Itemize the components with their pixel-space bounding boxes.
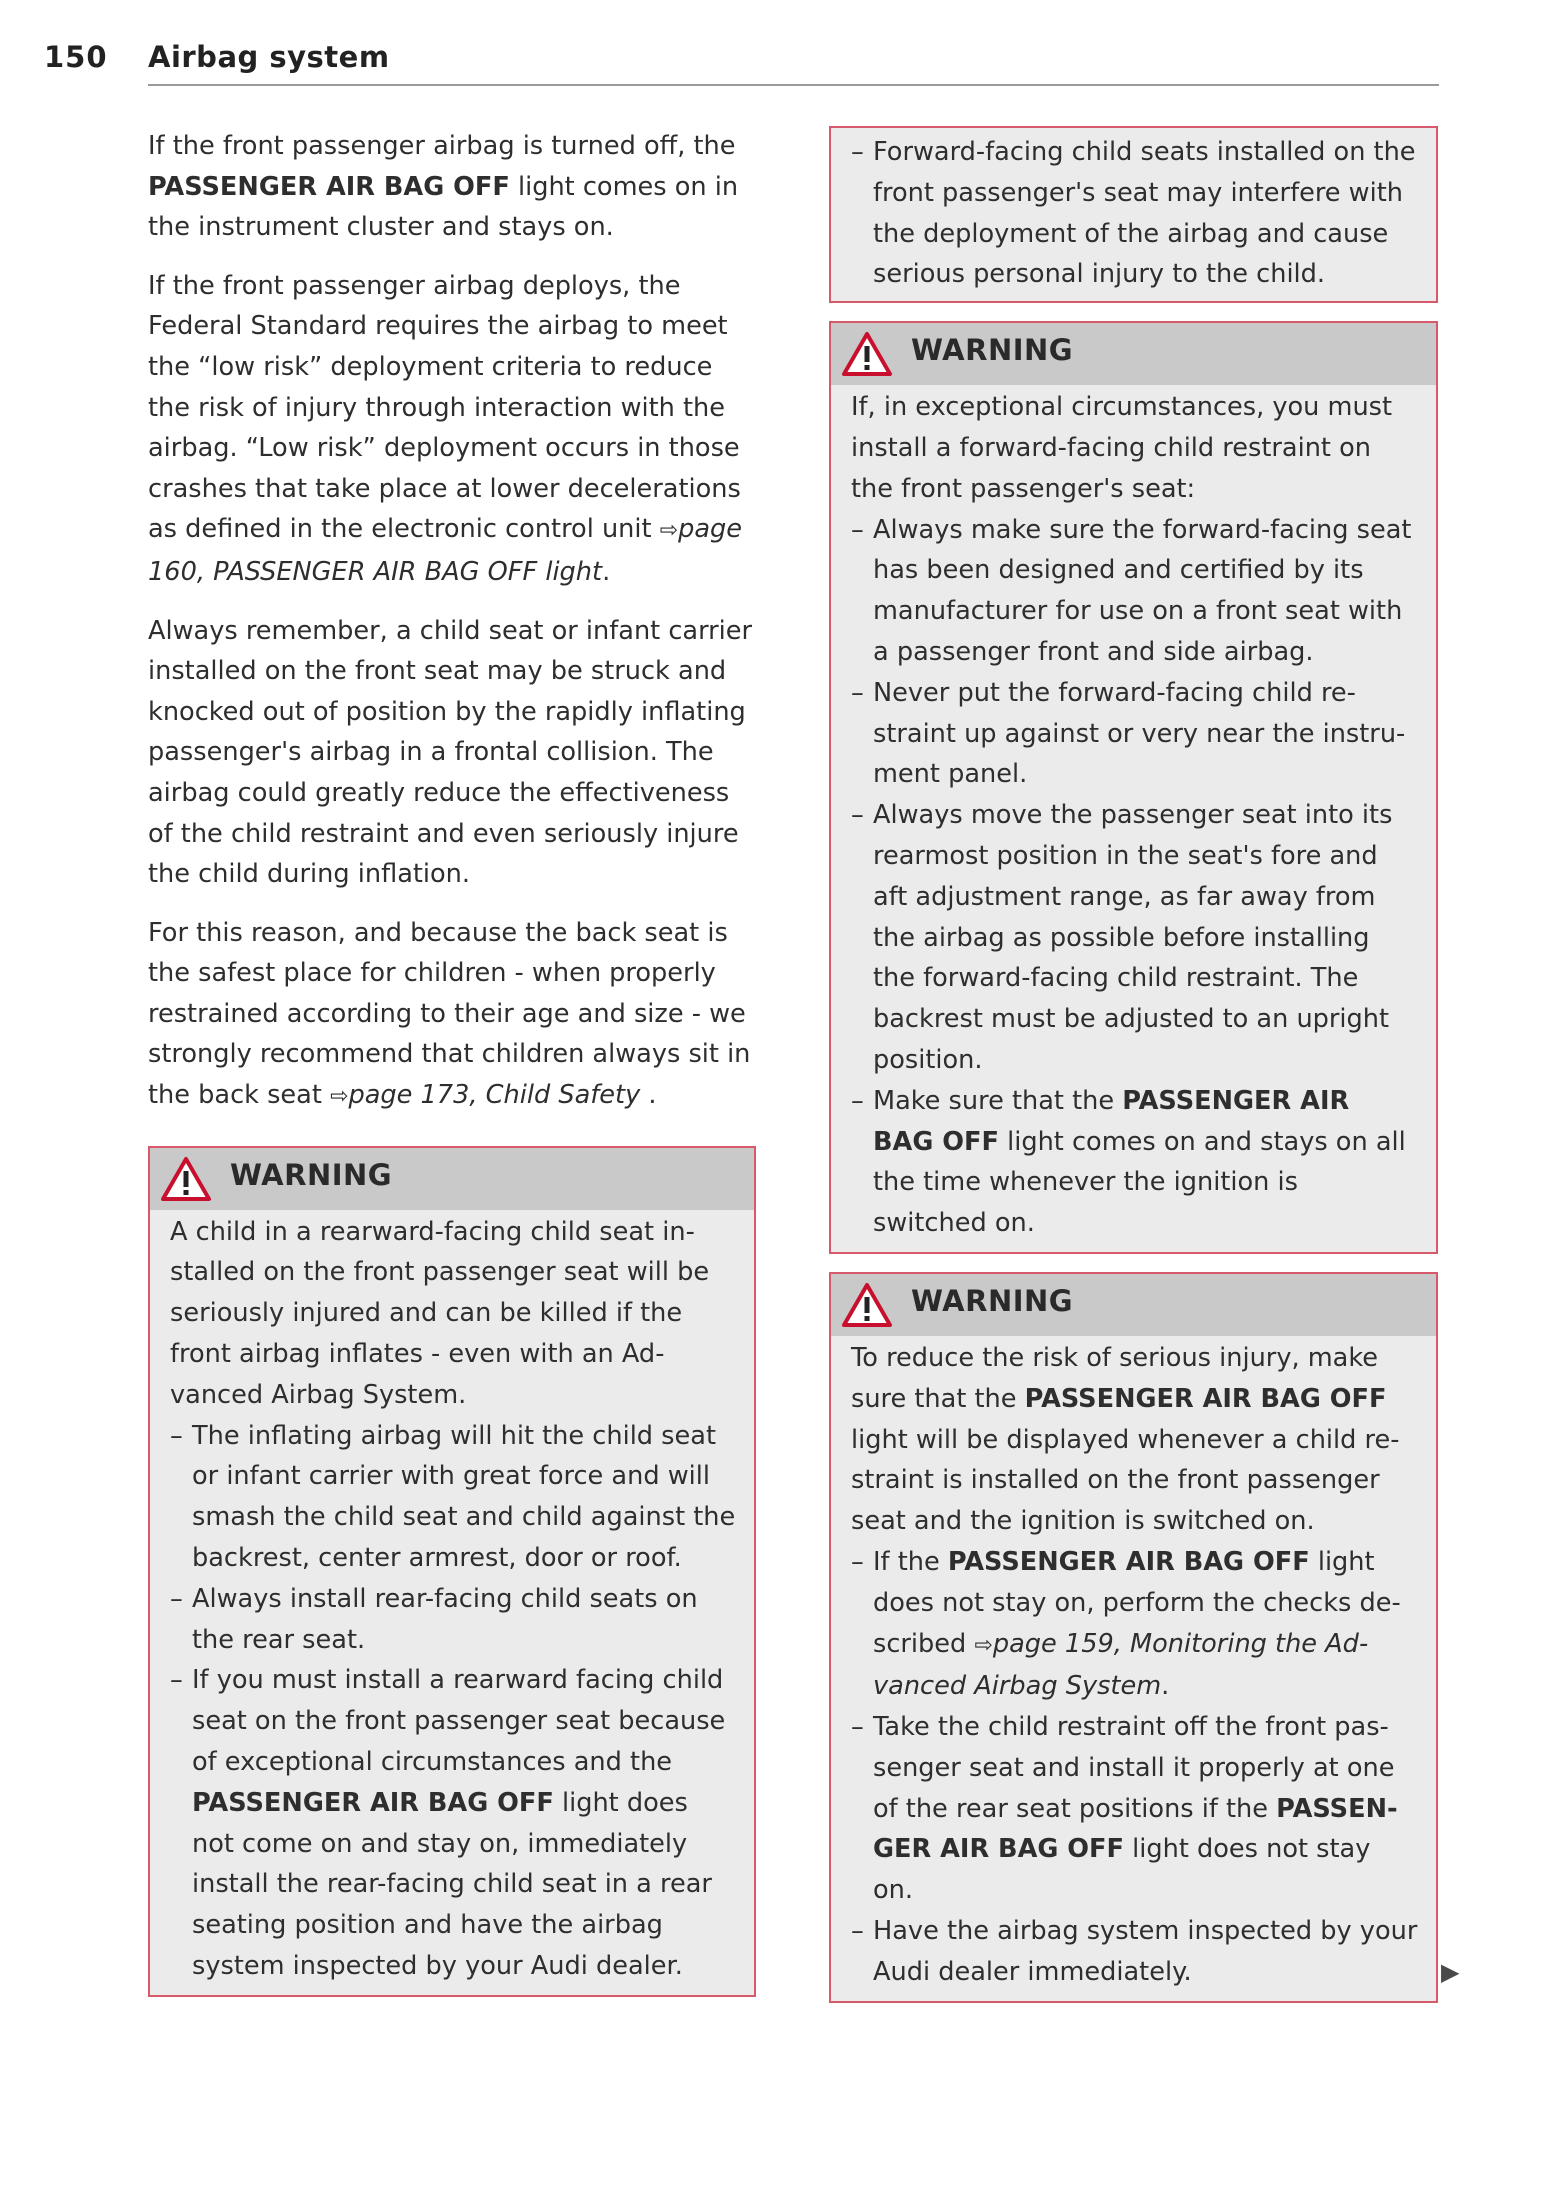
warning-list-item: – Make sure that the PASSENGER AIR BAG OFF light comes on and stays on all the time whenever the ignition is switched on. [851, 1081, 1418, 1244]
page-header [44, 40, 1439, 88]
warning-intro: To reduce the risk of serious injury, make sure that the PASSENGER AIR BAG OFF light will be displayed whenever a child restraint is installed on the front passenger seat and the ignition is switched on. [851, 1342, 1400, 1537]
warning-intro: A child in a rearward-facing child seat installed on the front passenger seat will be seriously injured and can be killed if the front airbag inflates - even with an Advanced Airbag System. [170, 1216, 710, 1410]
reference-arrow-icon: ⇨ [974, 1632, 993, 1658]
warning-header [831, 323, 1436, 385]
warning-title: WARNING [911, 333, 1074, 368]
warning-list-item: – Always make sure the forward-facing seat has been designed and certified by its manufacturer for use on a front seat with a passenger front and side airbag. [851, 510, 1418, 673]
paragraph-low-risk: If the front passenger airbag deploys, the Federal Standard requires the airbag to meet the “low risk” deployment criteria to reduce the risk of injury through interaction with the airbag. “Low risk” deployment occurs in those crashes that take place at lower decelerations as defined in the electronic control unit ⇨page 160, PASSENGER AIR BAG OFF light. [148, 270, 743, 587]
cross-reference-link[interactable]: page 160, PASSENGER AIR BAG OFF light [148, 514, 743, 587]
warning-title: WARNING [230, 1157, 393, 1192]
header-rule [148, 84, 1439, 86]
warning-triangle-icon [841, 1282, 893, 1328]
warning-list [851, 132, 1418, 295]
continue-arrow-icon[interactable]: ▶ [1441, 1958, 1460, 1986]
cross-reference-link[interactable]: page 173, Child Safety [348, 1080, 641, 1111]
warning-triangle-icon [841, 331, 893, 377]
warning-list-item: – Always install rear-facing child seats on the rear seat. [170, 1579, 736, 1661]
warning-list-item: – The inflating airbag will hit the child seat or infant carrier with great force and will smash the child seat and child against the backrest, center armrest, door or roof. [170, 1416, 736, 1579]
warning-body [831, 385, 1436, 1252]
warning-list-item: – If the PASSENGER AIR BAG OFF light does not stay on, perform the checks described ⇨page 159, Monitoring the Advanced Airbag System. [851, 1542, 1418, 1707]
warning-triangle-icon [160, 1156, 212, 1202]
right-column [829, 126, 1438, 2003]
cross-reference-link[interactable]: page 159, Monitoring the Advanced Airbag System [873, 1628, 1369, 1702]
warning-header [150, 1148, 754, 1210]
warning-list-item: – Take the child restraint off the front passenger seat and install it properly at one of the rear seat positions if the PASSENGER AIR BAG OFF light does not stay on. [851, 1707, 1418, 1911]
warning-title: WARNING [911, 1283, 1074, 1318]
warning-list [170, 1416, 736, 1987]
warning-box-forward-facing [829, 321, 1438, 1254]
warning-list-item: – Always move the passenger seat into its rearmost position in the seat's fore and aft adjustment range, as far away from the airbag as possible before installing the forward-facing child restraint. The backrest must be adjusted to an upright position. [851, 795, 1418, 1081]
paragraph-always-remember: Always remember, a child seat or infant carrier installed on the front seat may be struck and knocked out of position by the rapidly inflating passenger's airbag in a frontal collision. The airbag could greatly reduce the effectiveness of the child restraint and even seriously injure the child during inflation. [148, 615, 753, 890]
warning-body [831, 1336, 1436, 2001]
paragraph-airbag-off: If the front passenger airbag is turned off, the PASSENGER AIR BAG OFF light comes on in the instrument cluster and stays on. [148, 131, 739, 243]
paragraph-back-seat: For this reason, and because the back seat is the safest place for children - when properly restrained according to their age and size - we strongly recommend that children always sit in the back seat ⇨page 173, Child Safety . [148, 917, 751, 1111]
warning-list [851, 510, 1418, 1244]
warning-list-item: – Have the airbag system inspected by your Audi dealer immediately. [851, 1911, 1418, 1993]
warning-list [851, 1542, 1418, 1993]
warning-body [150, 1210, 754, 1995]
left-column [148, 126, 756, 1997]
warning-list-item: – Forward-facing child seats installed on the front passenger's seat may interfere with the deployment of the airbag and cause serious personal injury to the child. [851, 132, 1418, 295]
page-number: 150 [44, 40, 108, 74]
warning-intro: If, in exceptional circumstances, you must install a forward-facing child restraint on the front passenger's seat: [851, 392, 1393, 504]
warning-box-rearward [148, 1146, 756, 1997]
warning-box-airbag-off-light [829, 1272, 1438, 2003]
warning-list-item: – Never put the forward-facing child restraint up against or very near the instrument panel. [851, 673, 1418, 795]
warning-header [831, 1274, 1436, 1336]
reference-arrow-icon: ⇨ [330, 1084, 349, 1110]
reference-arrow-icon: ⇨ [659, 518, 679, 544]
warning-continuation-box [829, 126, 1438, 303]
warning-list-item: – If you must install a rearward facing child seat on the front passenger seat because of exceptional circumstances and the PASSENGER AIR BAG OFF light does not come on and stay on, immediately install the rear-facing child seat in a rear seating position and have the airbag system inspected by your Audi dealer. [170, 1660, 736, 1986]
section-title: Airbag system [148, 40, 390, 74]
